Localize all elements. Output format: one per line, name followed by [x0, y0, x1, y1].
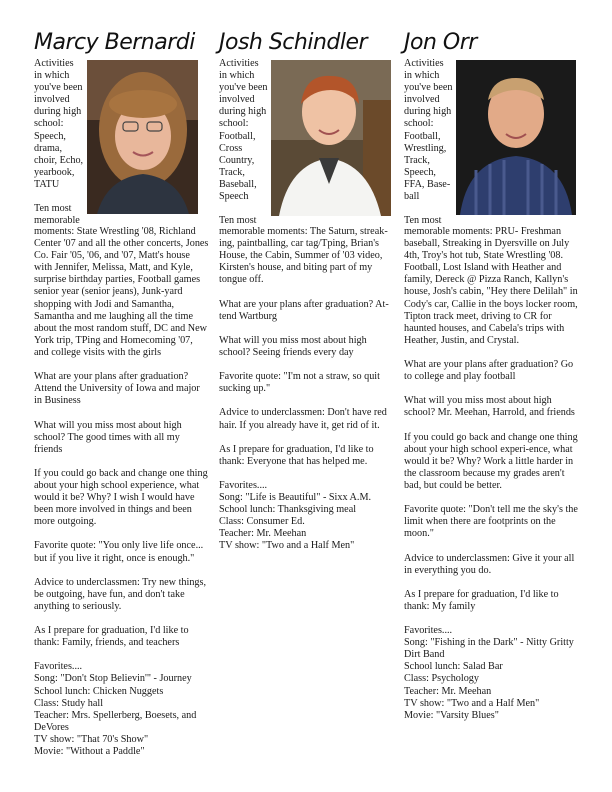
activities-line: you've been: [219, 82, 268, 94]
quote-text: Favorite quote: "Don't tell me the sky's the limit when there are footprints on the moon.": [404, 504, 578, 540]
student-portrait-icon: [456, 60, 576, 215]
activities-line: Speech,: [404, 166, 436, 178]
activities-list: [34, 58, 92, 227]
activities-line: during high: [404, 106, 452, 118]
favorites-line: Favorites....: [404, 625, 453, 637]
advice-text: Advice to underclassmen: Try new things, be outgoing, have fun, and don't take anything to seriously.: [34, 576, 207, 612]
activities-line: Football,: [219, 130, 256, 142]
favorites-line: TV show: "That 70's Show": [34, 733, 149, 745]
activities-line: involved: [404, 94, 440, 106]
plans-text: What are your plans after graduation? Go to college and play football: [404, 359, 574, 383]
miss-text: What will you miss most about high school? Mr. Meehan, Harrold, and friends: [404, 395, 575, 419]
favorites-list: [219, 480, 389, 553]
memories-text: moments: State Wrestling '08, Richland Center '07 and all the other concerts, Jones Co. Fair '05, '06, and '07, Matt's house with Jennifer, Melissa, Matt, and Kyle, surprise birthday parties, Football games senior year (senior jeans), Junk-yard shopping with Jodi and Samantha, Samantha and me laughing all the time about the most random stuff, DC and New York trip, TPing and Homecoming '07, and college visits with the girls: [34, 226, 209, 358]
favorites-line: Class: Study hall: [34, 697, 104, 709]
activities-line: Baseball,: [219, 178, 257, 190]
miss-text: What will you miss most about high school? Seeing friends every day: [219, 334, 367, 358]
activities-line: involved: [219, 94, 255, 106]
favorites-list: [34, 661, 209, 758]
advice-text: Advice to underclassmen: Don't have red hair. If you already have it, get rid of it.: [219, 407, 387, 431]
activities-list: [219, 58, 277, 227]
activities-line: choir, Echo,: [34, 154, 84, 166]
memories-lead: memorable: [34, 215, 80, 227]
activities-line: Speech: [219, 191, 249, 203]
thanks-text: As I prepare for graduation, I'd like to thank: Family, friends, and teachers: [34, 625, 189, 649]
student-photo: [456, 60, 576, 215]
activities-line: FFA, Base-: [404, 178, 451, 190]
miss-text: What will you miss most about high school? The good times with all my friends: [34, 419, 182, 455]
memories-lead: Ten most: [404, 215, 442, 227]
activities-line: yearbook,: [34, 166, 75, 178]
activities-line: Country,: [219, 154, 255, 166]
favorites-line: Class: Consumer Ed.: [219, 516, 305, 528]
favorites-line: School lunch: Chicken Nuggets: [34, 685, 164, 697]
memories-lead: Ten most: [219, 215, 257, 227]
favorites-line: School lunch: Salad Bar: [404, 661, 503, 673]
memories-lead: Ten most: [34, 203, 72, 215]
favorites-line: School lunch: Thanksgiving meal: [219, 504, 357, 516]
student-photo: [87, 60, 198, 214]
favorites-line: Teacher: Mr. Meehan: [404, 685, 492, 697]
favorites-line: Favorites....: [219, 479, 268, 491]
quote-text: Favorite quote: "I'm not a straw, so quit sucking up.": [219, 371, 380, 395]
activities-line: school:: [404, 118, 434, 130]
plans-text: What are your plans after graduation? Attend the University of Iowa and major in Business: [34, 371, 200, 407]
activities-line: Track,: [404, 154, 430, 166]
favorites-list: [404, 625, 580, 722]
student-answers: [219, 226, 389, 553]
activities-line: school:: [34, 118, 64, 130]
activities-line: in which: [34, 70, 70, 82]
favorites-line: Teacher: Mr. Meehan: [219, 528, 307, 540]
quote-text: Favorite quote: "You only live life once... but if you live it right, once is enough.": [34, 540, 204, 564]
activities-line: Activities: [34, 58, 74, 69]
activities-line: you've been: [404, 82, 453, 94]
activities-line: in which: [404, 70, 440, 82]
advice-text: Advice to underclassmen: Give it your all in everything you do.: [404, 552, 575, 576]
favorites-line: Song: "Don't Stop Believin'" - Journey: [34, 673, 192, 685]
plans-text: What are your plans after graduation? At-tend Wartburg: [219, 298, 389, 322]
activities-line: ball: [404, 191, 420, 203]
activities-line: school:: [219, 118, 249, 130]
thanks-text: As I prepare for graduation, I'd like to thank: Everyone that has helped me.: [219, 443, 374, 467]
activities-line: Track,: [219, 166, 245, 178]
student-name: Marcy Bernardi: [34, 30, 195, 55]
favorites-line: Song: "Fishing in the Dark" - Nitty Gritty Dirt Band: [404, 637, 574, 661]
activities-line: involved: [34, 94, 70, 106]
favorites-line: TV show: "Two and a Half Men": [219, 540, 355, 552]
activities-line: TATU: [34, 178, 60, 190]
student-name: Jon Orr: [404, 30, 477, 55]
student-photo: [271, 60, 391, 216]
thanks-text: As I prepare for graduation, I'd like to thank: My family: [404, 588, 559, 612]
favorites-line: TV show: "Two and a Half Men": [404, 697, 540, 709]
activities-line: Wrestling,: [404, 142, 447, 154]
favorites-line: Favorites....: [34, 661, 83, 673]
student-name: Josh Schindler: [219, 30, 368, 55]
activities-line: Cross: [219, 142, 243, 154]
memories-text: memorable moments: PRU- Freshman baseball, Streaking in Dyersville on July 4th, Troy's hot tub, State Wrestling '08. Football, Lost Island with Heather and family, Dereck @ Pizza Ranch, Kallyn's house, Josh's cabin, "Hey there Delilah" in Cody's car, Callie in the boys locker room, Tipton track meet, driving to CR for haunted houses, and Cabela's trips with Heather, Justin, and Crystal.: [404, 226, 578, 346]
activities-line: Activities: [404, 58, 444, 69]
favorites-line: Song: "Life is Beautiful" - Sixx A.M.: [219, 492, 372, 504]
change-text: If you could go back and change one thing about your high school experience, what would it be? Why? I wish I would have been more involved in things and been more outgoing.: [34, 467, 208, 528]
activities-line: in which: [219, 70, 255, 82]
activities-line: Football,: [404, 130, 441, 142]
activities-list: [404, 58, 462, 227]
activities-line: during high: [34, 106, 82, 118]
favorites-line: Movie: "Without a Paddle": [34, 746, 145, 758]
student-portrait-icon: [271, 60, 391, 216]
student-answers: [34, 226, 209, 758]
favorites-line: Teacher: Mrs. Spellerberg, Boesets, and DeVores: [34, 709, 197, 733]
activities-line: you've been: [34, 82, 83, 94]
memories-text: memorable moments: The Saturn, streak-ing, paintballing, car tag/Tping, Brian's House, the Cabin, Summer of '03 video, Kirsten's house, and biting part of my tongue off.: [219, 226, 388, 286]
activities-line: drama,: [34, 142, 63, 154]
student-answers: [404, 226, 580, 722]
favorites-line: Class: Psychology: [404, 673, 479, 685]
student-portrait-icon: [87, 60, 198, 214]
favorites-line: Movie: "Varsity Blues": [404, 709, 499, 721]
activities-line: Speech,: [34, 130, 66, 142]
activities-line: Activities: [219, 58, 259, 69]
activities-line: during high: [219, 106, 267, 118]
change-text: If you could go back and change one thing about your high school experi-ence, what would it be? Why? Work a little harder in the classroom because my grades aren't bad, but could be better.: [404, 431, 578, 491]
